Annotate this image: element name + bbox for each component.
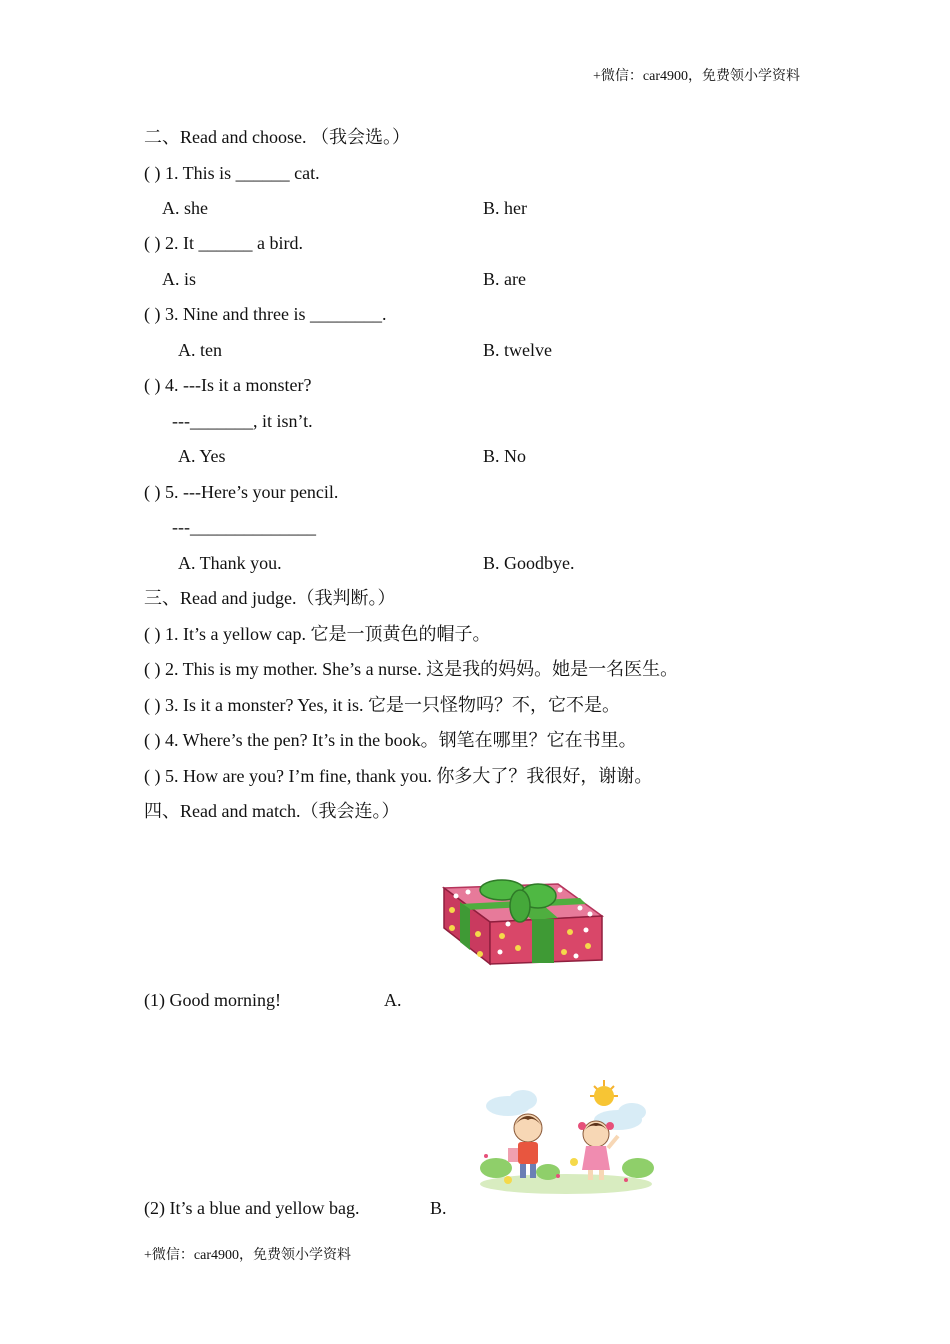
option-b: B. are: [483, 269, 526, 289]
option-a: A. Thank you.: [178, 553, 282, 573]
option-b: B. Goodbye.: [483, 553, 575, 573]
option-a: A. ten: [178, 340, 222, 360]
footer-note: +微信：car4900，免费领小学资料: [144, 1248, 351, 1263]
section3-title: 三、Read and judge.（我判断。）: [144, 588, 396, 608]
section2-title: 二、Read and choose. （我会选。）: [144, 127, 410, 147]
question-stem-line2: ---______________: [172, 517, 316, 537]
question-stem: ( ) 5. ---Here’s your pencil.: [144, 482, 339, 502]
match-letter: A.: [384, 990, 402, 1010]
match-sentence: (2) It’s a blue and yellow bag.: [144, 1198, 360, 1218]
option-a: A. is: [162, 269, 197, 289]
judge-item: ( ) 5. How are you? I’m fine, thank you. 你多大了？我很好，谢谢。: [144, 766, 653, 786]
match-sentence: (1) Good morning!: [144, 990, 281, 1010]
judge-item: ( ) 2. This is my mother. She’s a nurse. 这是我的妈妈。她是一名医生。: [144, 659, 679, 679]
question-stem-line2: ---_______, it isn’t.: [172, 411, 313, 431]
question-stem: ( ) 3. Nine and three is ________.: [144, 304, 387, 324]
gift-box-illustration: [440, 876, 606, 968]
question-stem: ( ) 4. ---Is it a monster?: [144, 375, 312, 395]
children-greeting-illustration: [478, 1076, 654, 1194]
match-letter: B.: [430, 1198, 447, 1218]
judge-item: ( ) 1. It’s a yellow cap. 它是一顶黄色的帽子。: [144, 624, 491, 644]
question-stem: ( ) 1. This is ______ cat.: [144, 163, 320, 183]
question-stem: ( ) 2. It ______ a bird.: [144, 233, 303, 253]
judge-item: ( ) 3. Is it a monster? Yes, it is. 它是一只怪物吗？不，它不是。: [144, 695, 620, 715]
section4-title: 四、Read and match.（我会连。）: [144, 801, 400, 821]
option-a: A. Yes: [178, 446, 226, 466]
header-note: +微信：car4900，免费领小学资料: [593, 69, 800, 84]
option-b: B. twelve: [483, 340, 552, 360]
option-b: B. No: [483, 446, 527, 466]
option-b: B. her: [483, 198, 527, 218]
option-a: A. she: [162, 198, 208, 218]
judge-item: ( ) 4. Where’s the pen? It’s in the book。钢笔在哪里？它在书里。: [144, 730, 637, 750]
